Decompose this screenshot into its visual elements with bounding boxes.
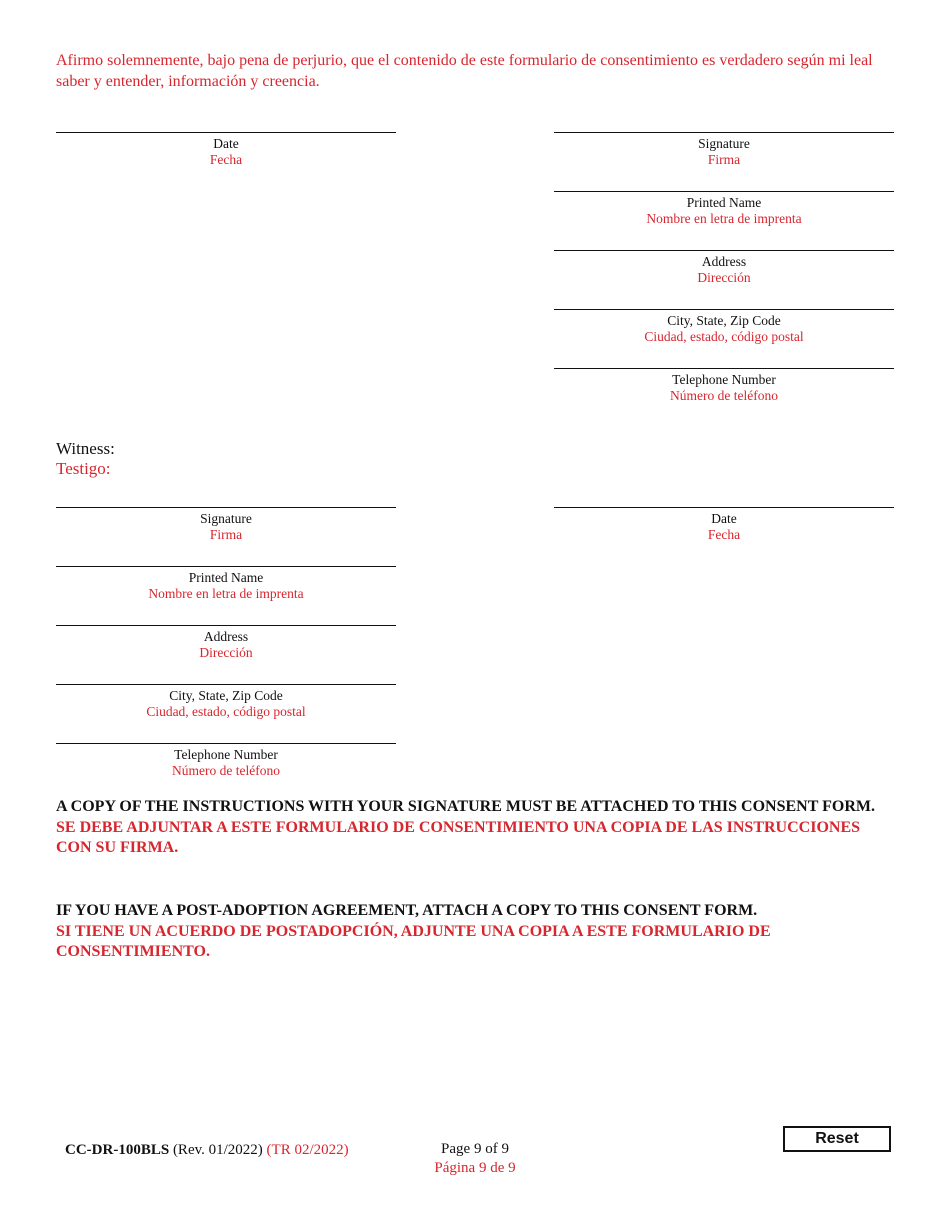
notice-text: A COPY OF THE INSTRUCTIONS WITH YOUR SIGNATURE MUST BE ATTACHED TO THIS CONSENT FORM. [56,798,875,815]
notice-text-es: SI TIENE UN ACUERDO DE POSTADOPCIÓN, ADJUNTE UNA COPIA A ESTE FORMULARIO DE CONSENTIMIENTO. [56,922,771,960]
field-label-es: Fecha [209,152,243,167]
signer-telephone-field[interactable] [554,368,894,404]
field-label: Telephone Number [672,372,776,387]
field-label: Date [711,511,737,526]
field-label-es: Dirección [199,645,253,660]
witness-city-state-zip-field[interactable] [56,684,396,720]
signer-printed-name-field[interactable] [554,191,894,227]
field-label: City, State, Zip Code [667,313,781,328]
affirmation-text: Afirmo solemnemente, bajo pena de perjurio, que el contenido de este formulario de consentimiento es verdadero según mi leal saber y entender, información y creencia. [56,52,873,90]
field-label: Printed Name [686,195,762,210]
field-label-es: Firma [209,527,243,542]
field-label-es: Dirección [697,270,751,285]
page-number [400,1140,550,1178]
witness-printed-name-field[interactable] [56,566,396,602]
form-translation: (TR 02/2022) [266,1142,349,1158]
field-label: Printed Name [188,570,264,585]
field-label-es: Fecha [707,527,741,542]
field-label: Telephone Number [174,747,278,762]
field-label: Signature [698,136,750,151]
reset-button[interactable]: Reset [783,1126,891,1152]
page-number-en: Page 9 of 9 [441,1141,509,1157]
witness-signature-field[interactable] [56,507,396,543]
witness-telephone-field[interactable] [56,743,396,779]
field-label-es: Nombre en letra de imprenta [646,211,802,226]
field-label-es: Ciudad, estado, código postal [146,704,306,719]
field-label-es: Ciudad, estado, código postal [644,329,804,344]
notice-text: IF YOU HAVE A POST-ADOPTION AGREEMENT, ATTACH A COPY TO THIS CONSENT FORM. [56,902,758,919]
page-number-es: Página 9 de 9 [434,1160,516,1176]
notice-text-es: SE DEBE ADJUNTAR A ESTE FORMULARIO DE CONSENTIMIENTO UNA COPIA DE LAS INSTRUCCIONES CON SU FIRMA. [56,818,861,856]
witness-date-field[interactable] [554,507,894,543]
witness-heading [56,439,115,479]
form-identifier [65,1141,349,1159]
witness-address-field[interactable] [56,625,396,661]
signer-city-state-zip-field[interactable] [554,309,894,345]
witness-label: Witness: [56,439,115,458]
form-id: CC-DR-100BLS [65,1142,170,1158]
field-label-es: Número de teléfono [670,388,778,403]
field-label: Address [203,629,249,644]
witness-label-es: Testigo: [56,459,111,478]
signer-address-field[interactable] [554,250,894,286]
field-label-es: Firma [707,152,741,167]
field-label: Date [213,136,239,151]
field-label-es: Número de teléfono [172,763,280,778]
field-label: City, State, Zip Code [169,688,283,703]
form-revision: (Rev. 01/2022) [172,1142,263,1158]
post-adoption-notice [56,901,896,963]
field-label-es: Nombre en letra de imprenta [148,586,304,601]
instructions-notice [56,797,896,859]
signer-date-field[interactable] [56,132,396,168]
field-label: Signature [200,511,252,526]
field-label: Address [701,254,747,269]
signer-signature-field[interactable] [554,132,894,168]
